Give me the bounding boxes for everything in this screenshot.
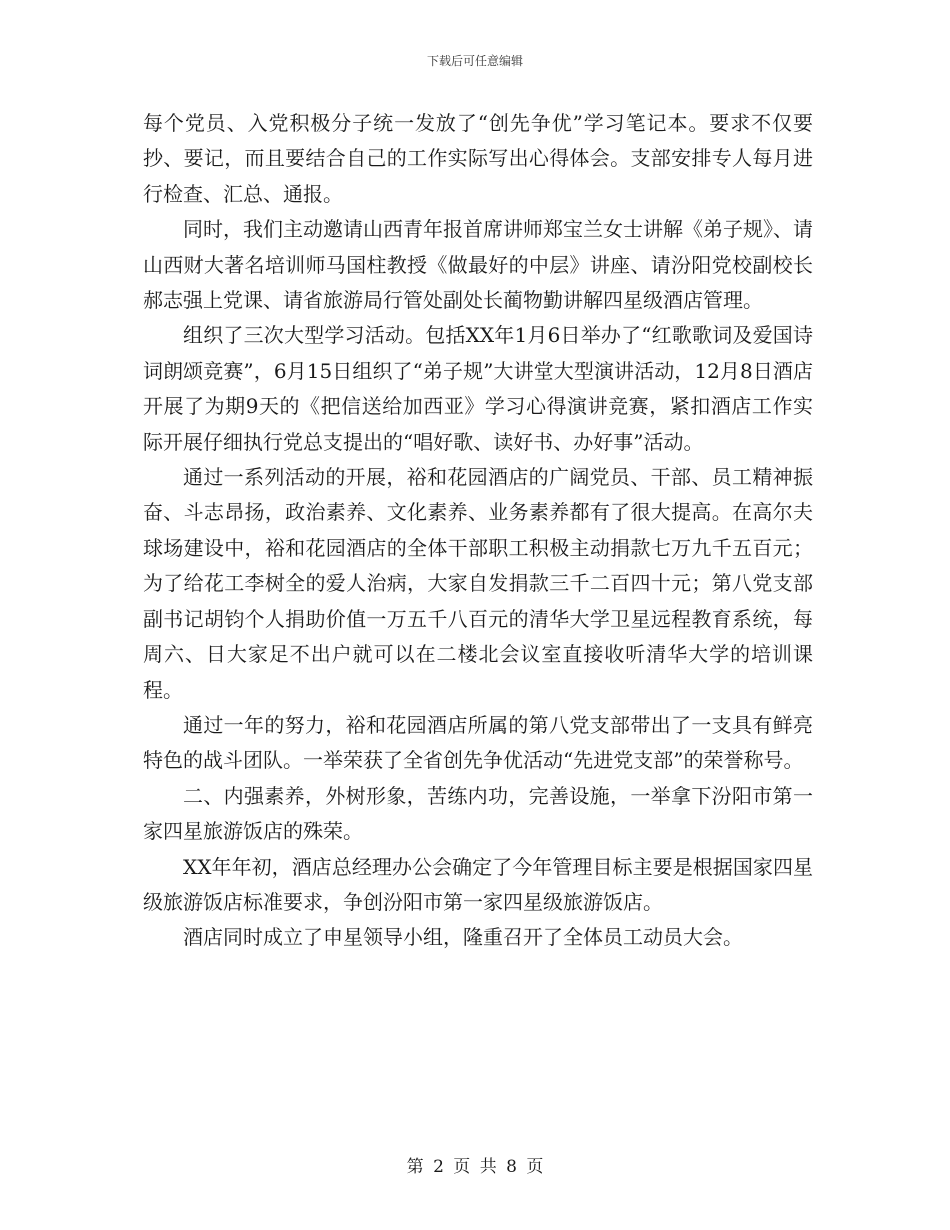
paragraph-7: XX年年初，酒店总经理办公会确定了今年管理目标主要是根据国家四星级旅游饭店标准要求，争创汾阳市第一家四星级旅游饭店。 [143, 854, 813, 914]
paragraph-1: 每个党员、入党积极分子统一发放了“创先争优”学习笔记本。要求不仅要抄、要记，而且要结合自己的工作实际写出心得体会。支部安排专人每月进行检查、汇总、通报。 [143, 111, 813, 206]
page-number-footer: 第 2 页 共 8 页 [406, 1157, 544, 1177]
paragraph-2: 同时，我们主动邀请山西青年报首席讲师郑宝兰女士讲解《弟子规》、请山西财大著名培训师马国柱教授《做最好的中层》讲座、请汾阳党校副校长郝志强上党课、请省旅游局行管处副处长蔺物勤讲解四星级酒店管理。 [143, 217, 813, 313]
paragraph-4: 通过一系列活动的开展，裕和花园酒店的广阔党员、干部、员工精神振奋、斗志昂扬，政治素养、文化素养、业务素养都有了很大提高。在高尔夫球场建设中，裕和花园酒店的全体干部职工积极主动捐款七万九千五百元；为了给花工李树全的爱人治病，大家自发捐款三千二百四十元；第八党支部副书记胡钧个人捐助价值一万五千八百元的清华大学卫星远程教育系统，每周六、日大家足不出户就可以在二楼北会议室直接收听清华大学的培训课程。 [143, 465, 813, 702]
paragraph-6: 二、内强素养，外树形象，苦练内功，完善设施，一举拿下汾阳市第一家四星旅游饭店的殊荣。 [143, 783, 813, 844]
paragraph-8: 酒店同时成立了申星领导小组，隆重召开了全体员工动员大会。 [183, 925, 743, 950]
page-header: 下载后可任意编辑 [426, 54, 523, 68]
paragraph-5: 通过一年的努力，裕和花园酒店所属的第八党支部带出了一支具有鲜亮特色的战斗团队。一举荣获了全省创先争优活动“先进党支部”的荣誉称号。 [143, 712, 813, 773]
paragraph-3: 组织了三次大型学习活动。包括XX年1月6日举办了“红歌歌词及爱国诗词朗颂竞赛”，6月15日组织了“弟子规”大讲堂大型演讲活动，12月8日酒店开展了为期9天的《把信送给加西亚》学习心得演讲竞赛，紧扣酒店工作实际开展仔细执行党总支提出的“唱好歌、读好书、办好事”活动。 [143, 323, 813, 454]
document-body [143, 106, 813, 956]
